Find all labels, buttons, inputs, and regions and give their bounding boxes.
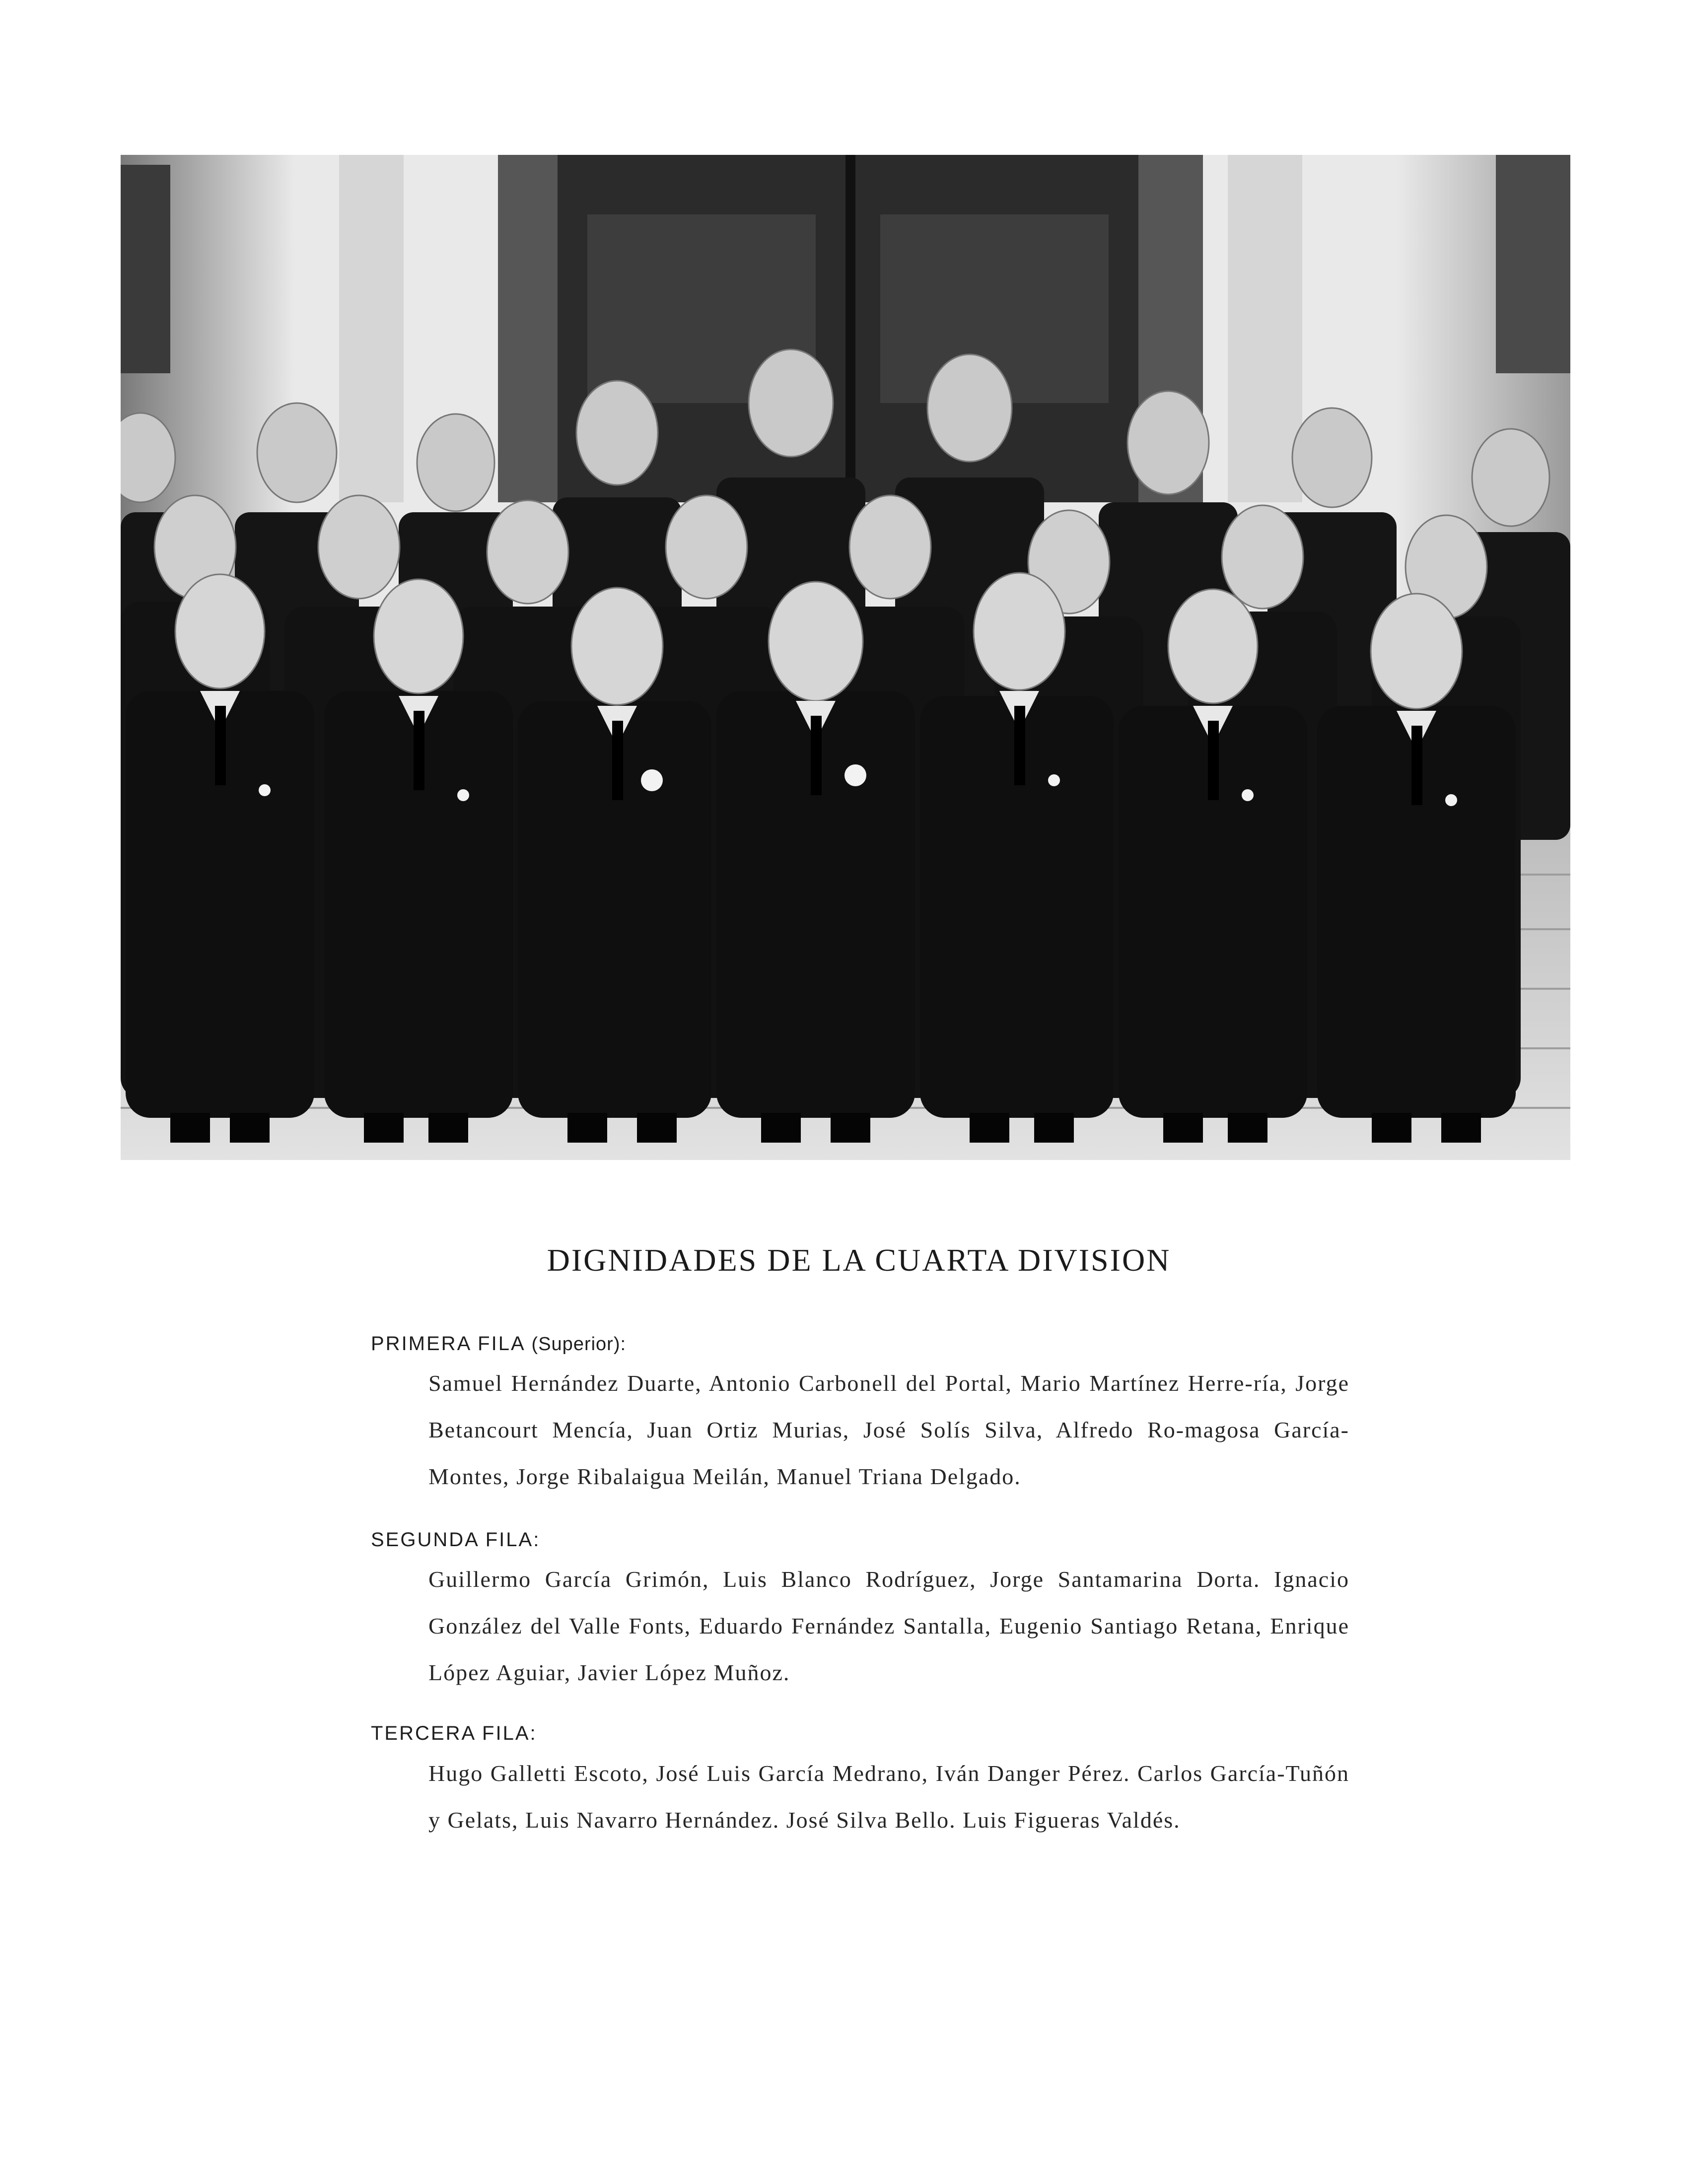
group-portrait-photo-icon [121,155,1570,1160]
row-names-primera: Samuel Hernández Duarte, Antonio Carbonell del Portal, Mario Martínez Herre-ría, Jorge Betancourt Mencía, Juan Ortiz Murias, José Solís Silva, Alfredo Ro-magosa García-Montes, Jorge Ribalaigua Meilán, Manuel Triana Delgado. [428,1370,1349,1489]
page-title: DIGNIDADES DE LA CUARTA DIVISION [547,1242,1171,1278]
row-heading-segunda [371,1529,540,1551]
row-heading-label: SEGUNDA FILA: [371,1529,541,1551]
row-heading-qualifier: (Superior): [531,1334,627,1355]
row-heading-label: TERCERA FILA: [371,1722,537,1744]
row-heading-tercera [371,1722,537,1745]
row-names-tercera: Hugo Galletti Escoto, José Luis García Medrano, Iván Danger Pérez. Carlos García-Tuñón y Gelats, Luis Navarro Hernández. José Silva Bello. Luis Figueras Valdés. [428,1761,1349,1833]
row-heading-label: PRIMERA FILA [371,1333,525,1355]
row-names-segunda: Guillermo García Grimón, Luis Blanco Rodríguez, Jorge Santamarina Dorta. Ignacio González del Valle Fonts, Eduardo Fernández Santalla, Eugenio Santiago Retana, Enrique López Aguiar, Javier López Muñoz. [428,1567,1349,1685]
group-photo [121,155,1570,1160]
row-heading-primera [371,1333,626,1355]
